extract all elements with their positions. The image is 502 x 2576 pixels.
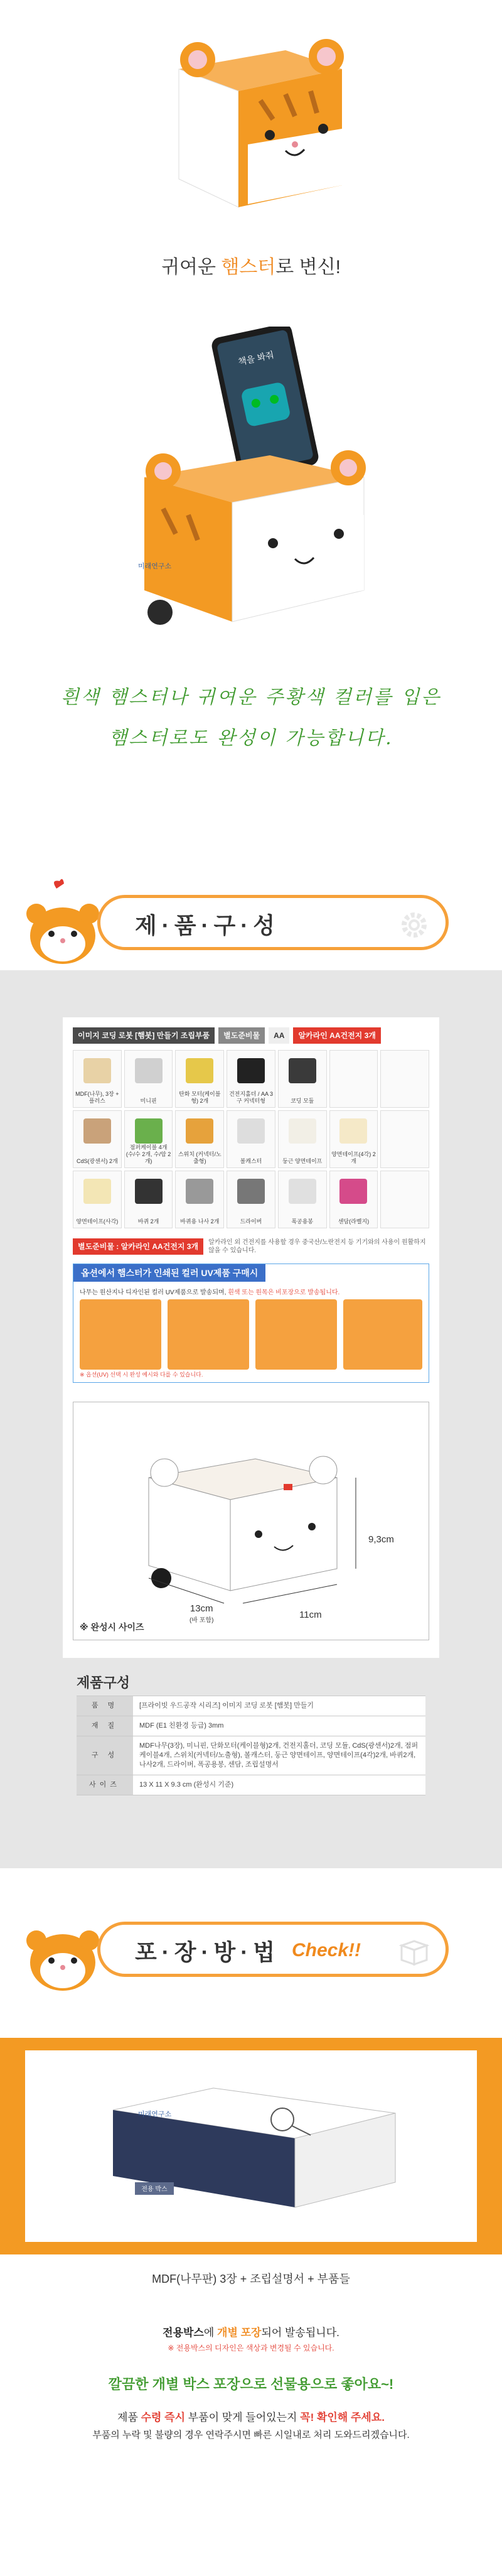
uv-option-sub-pre: 나무는 원산지나 디자인된 컬러 UV제품으로 발송되며, (80, 1289, 227, 1296)
part-label: 양면테이프(4각) 2개 (331, 1151, 376, 1164)
spec-key: 재 질 (77, 1716, 133, 1736)
line1-orange: 개별 포장 (217, 2327, 262, 2339)
packing-line-3 (0, 2408, 502, 2424)
components-head (73, 1027, 429, 1044)
gear-icon (398, 909, 430, 941)
part-item (278, 1171, 327, 1228)
uv-sheet-1 (80, 1299, 161, 1370)
packing-check: Check!! (292, 1940, 361, 1961)
hero-section (0, 0, 502, 842)
packing-green: 깔끔한 개별 박스 포장으로 선물용으로 좋아요~! (108, 2376, 394, 2392)
extra-tag (73, 1238, 203, 1255)
part-image (237, 1058, 265, 1083)
packing-caption: MDF(나무판) 3장 + 조립설명서 + 부품들 (152, 2273, 350, 2285)
packing-line-4: 부품의 누락 및 불량의 경우 연락주시면 빠른 시일내로 처리 도와드리겠습니다. (92, 2430, 410, 2440)
part-image (135, 1179, 163, 1204)
head-tag-battery: AA (269, 1027, 289, 1044)
packing-title: 포·장·방·법 (135, 1939, 280, 1965)
tagline-pre: 귀여운 (161, 257, 222, 278)
part-item (329, 1050, 378, 1108)
phone-screen-text: 책을 봐줘 (237, 349, 275, 367)
line3-red-2: 꼭! 확인해 주세요. (300, 2411, 385, 2423)
part-item (380, 1171, 429, 1228)
spec-table (77, 1696, 425, 1795)
part-image (237, 1179, 265, 1204)
box-icon (398, 1936, 430, 1967)
components-title-bar (97, 895, 449, 950)
part-label: 코딩 모듈 (291, 1098, 314, 1104)
line3-pre: 제품 (117, 2411, 141, 2423)
line3-mid: 부품이 맞게 들어있는지 (185, 2411, 301, 2423)
head-tag-extra: 별도준비물 (218, 1027, 265, 1044)
part-item (329, 1110, 378, 1168)
dim-depth (190, 1603, 213, 1625)
head-tag-battery-type: 알카라인 AA건전지 3개 (293, 1027, 380, 1044)
box-label: 전용 박스 (141, 2186, 168, 2193)
size-box (73, 1402, 429, 1640)
dim-height: 9,3cm (368, 1534, 394, 1545)
uv-option-title: 옵션에서 햄스터가 인쇄된 컬러 UV제품 구매시 (73, 1264, 265, 1282)
spec-value: [프라이빗 우드공작 시리즈] 이미지 코딩 로봇 [햄봇] 만들기 (133, 1696, 425, 1716)
part-image (135, 1118, 163, 1144)
part-label: 드라이버 (240, 1218, 262, 1225)
hero-logo: 미래연구소 (138, 563, 172, 570)
extra-tag-value: 알카라인 AA건전지 3개 (120, 1242, 199, 1251)
part-item (227, 1050, 275, 1108)
handwrite-line-2: 햄스터로도 완성이 가능합니다. (109, 727, 393, 749)
components-card (63, 1017, 439, 1658)
extra-note-row (73, 1237, 429, 1256)
assembled-box-illustration (124, 1434, 387, 1610)
part-item (73, 1171, 122, 1228)
packing-title-bar (97, 1922, 449, 1977)
part-image (339, 1179, 367, 1204)
part-label: 바퀴용 나사 2개 (180, 1218, 220, 1225)
part-item (329, 1171, 378, 1228)
uv-sheet-3 (255, 1299, 337, 1370)
dim-width: 11cm (299, 1610, 322, 1620)
size-caption: ※ 완성시 사이즈 (80, 1622, 144, 1632)
dim-depth-value: 13cm (190, 1603, 213, 1614)
parts-grid (73, 1050, 429, 1228)
hero-tagline (0, 251, 502, 279)
hamster-mascot-icon (25, 1903, 100, 1997)
uv-option-sub (80, 1287, 339, 1296)
part-item (175, 1171, 224, 1228)
uv-sheet-2 (168, 1299, 249, 1370)
part-image (186, 1118, 213, 1144)
packing-box-frame (25, 2050, 477, 2242)
line3-red-1: 수령 즉시 (141, 2411, 186, 2423)
uv-sheet-4 (343, 1299, 422, 1370)
spec-row (77, 1775, 425, 1795)
part-image (289, 1118, 316, 1144)
part-image (83, 1058, 111, 1083)
part-image (289, 1058, 316, 1083)
part-item (124, 1171, 173, 1228)
handwrite-line-1: 흰색 햄스터나 귀여운 주황색 컬러를 입은 (60, 686, 442, 708)
part-image (83, 1118, 111, 1144)
part-image (135, 1058, 163, 1083)
part-item (175, 1050, 224, 1108)
part-item (227, 1110, 275, 1168)
extra-note: 알카라인 외 건전지를 사용할 경우 중국산/노란전지 등 기기와의 사용이 원활하지 않을 수 있습니다. (208, 1239, 426, 1254)
uv-option-sub-red: 흰색 또는 원목은 비포장으로 발송됩니다. (228, 1289, 340, 1296)
part-label: 폭공용봉 (291, 1218, 314, 1225)
spec-value: MDF나무(3장), 미니핀, 단화모터(케이블형)2개, 건전지홀더, 코딩 모듈, CdS(광센서)2개, 점퍼케이블4개, 스위치(커넥터/노출형), 볼캐스터, 둥근 양면테이프, 양면테이프(4각)2개, 바퀴2개, 나사2개, 드라이버, 폭공용봉, 센담, 조립설명서 (133, 1736, 425, 1775)
spec-row (77, 1716, 425, 1736)
spec-key: 구 성 (77, 1736, 133, 1775)
line1-bold: 전용박스 (163, 2327, 204, 2339)
components-area (0, 970, 502, 1868)
hamster-robot-illustration (125, 327, 389, 641)
part-item (380, 1110, 429, 1168)
part-item (73, 1050, 122, 1108)
uv-option-foot: ※ 옵션(UV) 선택 시 완성 예시와 다를 수 있습니다. (80, 1372, 203, 1378)
tagline-post: 로 변신! (275, 257, 341, 278)
tagline-highlight: 햄스터 (221, 257, 276, 278)
part-image (186, 1058, 213, 1083)
box-logo: 미래연구소 (138, 2111, 172, 2118)
part-label: 센담(라벨지) (338, 1218, 370, 1225)
part-image (186, 1179, 213, 1204)
dim-depth-sub: (바 포함) (190, 1617, 214, 1624)
part-item (124, 1050, 173, 1108)
spec-row (77, 1736, 425, 1775)
extra-tag-label: 별도준비물 : (78, 1242, 119, 1251)
part-image (289, 1179, 316, 1204)
part-label: 탄화 모터(케이블형) 2개 (179, 1091, 221, 1104)
part-label: 둥근 양면테이프 (282, 1158, 323, 1164)
line1-post: 되어 발송됩니다. (261, 2327, 339, 2339)
part-image (339, 1118, 367, 1144)
part-label: MDF(나무), 3장 + 플러스 (75, 1091, 119, 1104)
spec-title: 제품구성 (77, 1675, 131, 1691)
packing-title-section (0, 1868, 502, 2013)
part-label: 건전지홀더 / AA 3구 커넥터형 (228, 1091, 273, 1104)
part-label: 미니핀 (140, 1098, 157, 1104)
spec-key: 사이즈 (77, 1775, 133, 1795)
packing-box-area (0, 2038, 502, 2254)
components-title-section (0, 842, 502, 986)
hamster-mascot-icon (25, 876, 100, 970)
part-label: 바퀴 2개 (137, 1218, 159, 1225)
part-item (175, 1110, 224, 1168)
part-item (124, 1110, 173, 1168)
part-image (237, 1118, 265, 1144)
part-image (83, 1179, 111, 1204)
spec-row (77, 1696, 425, 1716)
part-label: 점퍼케이블 4개 (수/수 2개, 수/암 2개) (125, 1144, 171, 1164)
part-label: 양면테이프(사각) (76, 1218, 119, 1225)
hamster-box-illustration (154, 25, 355, 214)
part-item (278, 1050, 327, 1108)
part-label: 스위치 (커넥터/노출형) (178, 1151, 222, 1164)
spec-key: 품 명 (77, 1696, 133, 1716)
part-item (380, 1050, 429, 1108)
components-title: 제·품·구·성 (135, 912, 280, 938)
part-item (227, 1171, 275, 1228)
uv-option-box (73, 1264, 429, 1383)
part-item (73, 1110, 122, 1168)
packing-line-1 (0, 2324, 502, 2339)
part-item (278, 1110, 327, 1168)
packing-line-2: ※ 전용박스의 디자인은 색상과 변경될 수 있습니다. (168, 2344, 334, 2352)
spec-value: MDF (E1 친환경 등급) 3mm (133, 1716, 425, 1736)
line1-mid: 에 (203, 2327, 218, 2339)
spec-value: 13 X 11 X 9.3 cm (완성시 기준) (133, 1775, 425, 1795)
part-label: CdS(광센서) 2개 (76, 1158, 118, 1164)
part-label: 볼캐스터 (240, 1158, 262, 1164)
package-box-illustration (88, 2075, 414, 2220)
head-tag-title: 이미지 코딩 로봇 [햄봇] 만들기 조립부품 (73, 1027, 215, 1044)
